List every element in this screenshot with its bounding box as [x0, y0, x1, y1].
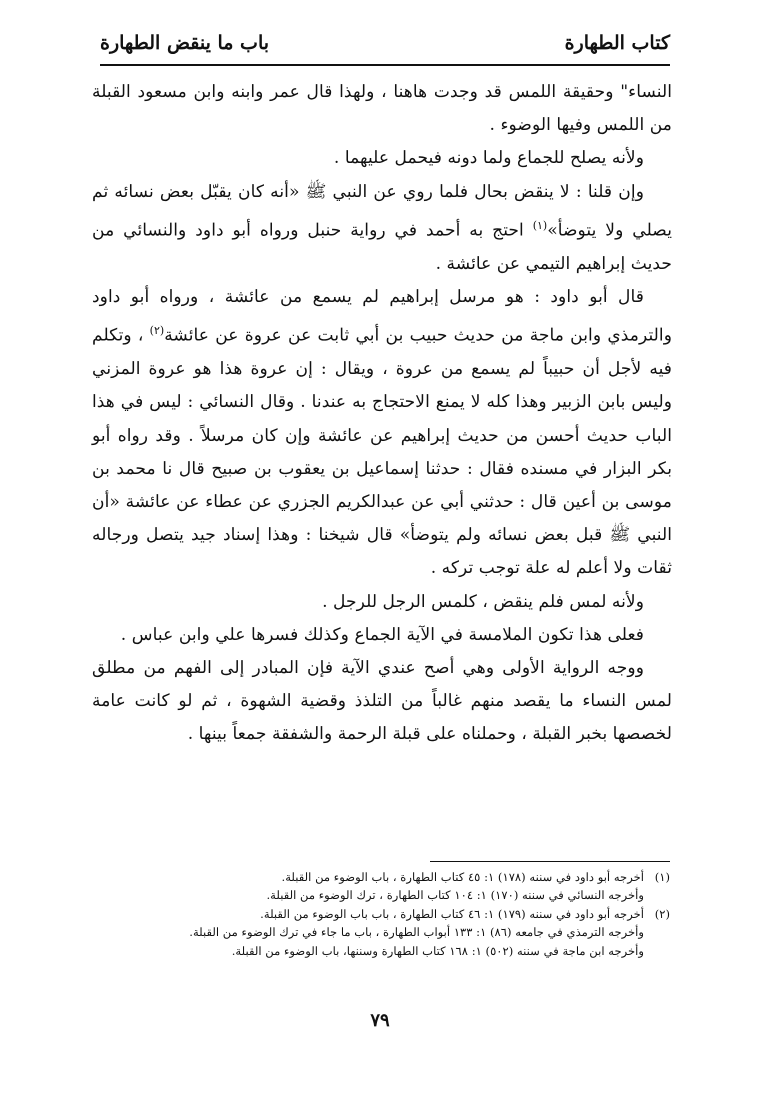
paragraph-3 [92, 176, 672, 281]
paragraph-5: ولأنه لمس فلم ينقض ، كلمس الرجل للرجل . [322, 591, 644, 612]
footnote-2 [92, 905, 670, 923]
main-text [92, 76, 672, 752]
running-header [100, 26, 670, 60]
footnote-ref-2[interactable]: (٢) [149, 324, 165, 338]
paragraph-1: النساء" وحقيقة اللمس قد وجدت هاهنا ، ولهذا قال عمر وابنه وابن مسعود القبلة من اللمس وفيها الوضوء . [92, 82, 672, 136]
paragraph-2: ولأنه يصلح للجماع ولما دونه فيحمل عليهما . [333, 148, 644, 169]
footnote-2-number: (٢) [654, 906, 670, 921]
paragraph-4 [92, 281, 672, 586]
paragraph-6: فعلى هذا تكون الملامسة في الآية الجماع وكذلك فسرها علي وابن عباس . [120, 624, 644, 645]
paragraph-3-text-b: احتج به أحمد في رواية حنبل ورواه أبو داود والنسائي من حديث إبراهيم التيمي عن عائشة . [92, 220, 672, 274]
book-title: كتاب الطهارة [564, 32, 670, 54]
page-number: ٧٩ [370, 1010, 390, 1031]
chapter-title: باب ما ينقض الطهارة [100, 32, 270, 54]
footnote-1 [92, 868, 670, 886]
footnote-2-line-3: وأخرجه ابن ماجة في سننه (٥٠٢) ١: ١٦٨ كتاب الطهارة وسننها، باب الوضوء من القبلة. [231, 943, 644, 958]
paragraph-7: ووجه الرواية الأولى وهي أصح عندي الآية فإن المبادر إلى الفهم من مطلق لمس النساء ما يقصد منهم غالباً من التلذذ وقضية الشهوة ، ثم لو كانت عامة لخصصها بخبر القبلة ، وحملناه على قبلة الرحمة والشفقة جمعاً بينها . [92, 657, 672, 745]
footnotes [92, 868, 670, 960]
paragraph-3-text-a: وإن قلنا : لا ينقض بحال فلما روي عن النبي ﷺ «أنه كان يقبّل بعض نسائه ثم يصلي ولا يتوضأ» [92, 181, 672, 241]
footnote-2-line-2: وأخرجه الترمذي في جامعه (٨٦) ١: ١٣٣ أبواب الطهارة ، باب ما جاء في ترك الوضوء من القبلة. [189, 925, 644, 940]
footnote-ref-1[interactable]: (١) [532, 218, 548, 232]
footnote-1-line-2: وأخرجه النسائي في سننه (١٧٠) ١: ١٠٤ كتاب الطهارة ، ترك الوضوء من القبلة. [266, 888, 644, 903]
paragraph-4-text-b: ، وتكلم فيه لأجل أن حبيباً لم يسمع من عروة ، ويقال : إن عروة هذا هو عروة المزني وليس بابن الزبير وهذا كله لا يمنع الاحتجاج به عندنا . وقال النسائي : ليس في هذا الباب حديث أحسن من حديث إبراهيم عن عائشة وإن كان مرسلاً . وقد رواه أبو بكر البزار في مسنده فقال : حدثنا إسماعيل بن يعقوب بن صبيح قال نا محمد بن موسى بن أعين قال : حدثني أبي عن عبدالكريم الجزري عن عطاء عن عائشة «أن النبي ﷺ قبل بعض نسائه ولم يتوضأ» قال شيخنا : وهذا إسناد جيد يتصل ورجاله ثقات ولا أعلم له علة توجب تركه . [92, 325, 672, 579]
footnote-2-line-1: أخرجه أبو داود في سننه (١٧٩) ١: ٤٦ كتاب الطهارة ، باب باب الوضوء من القبلة. [260, 906, 644, 921]
paragraph-4-text-a: قال أبو داود : هو مرسل إبراهيم لم يسمع من عائشة ، ورواه أبو داود والترمذي وابن ماجة من حديث حبيب بن أبي ثابت عن عروة عن عائشة [92, 286, 672, 346]
footnote-1-number: (١) [654, 870, 670, 884]
header-divider [100, 64, 670, 66]
footnote-divider [430, 861, 670, 862]
footnote-1-line-1: أخرجه أبو داود في سننه (١٧٨) ١: ٤٥ كتاب الطهارة ، باب الوضوء من القبلة. [281, 870, 644, 884]
